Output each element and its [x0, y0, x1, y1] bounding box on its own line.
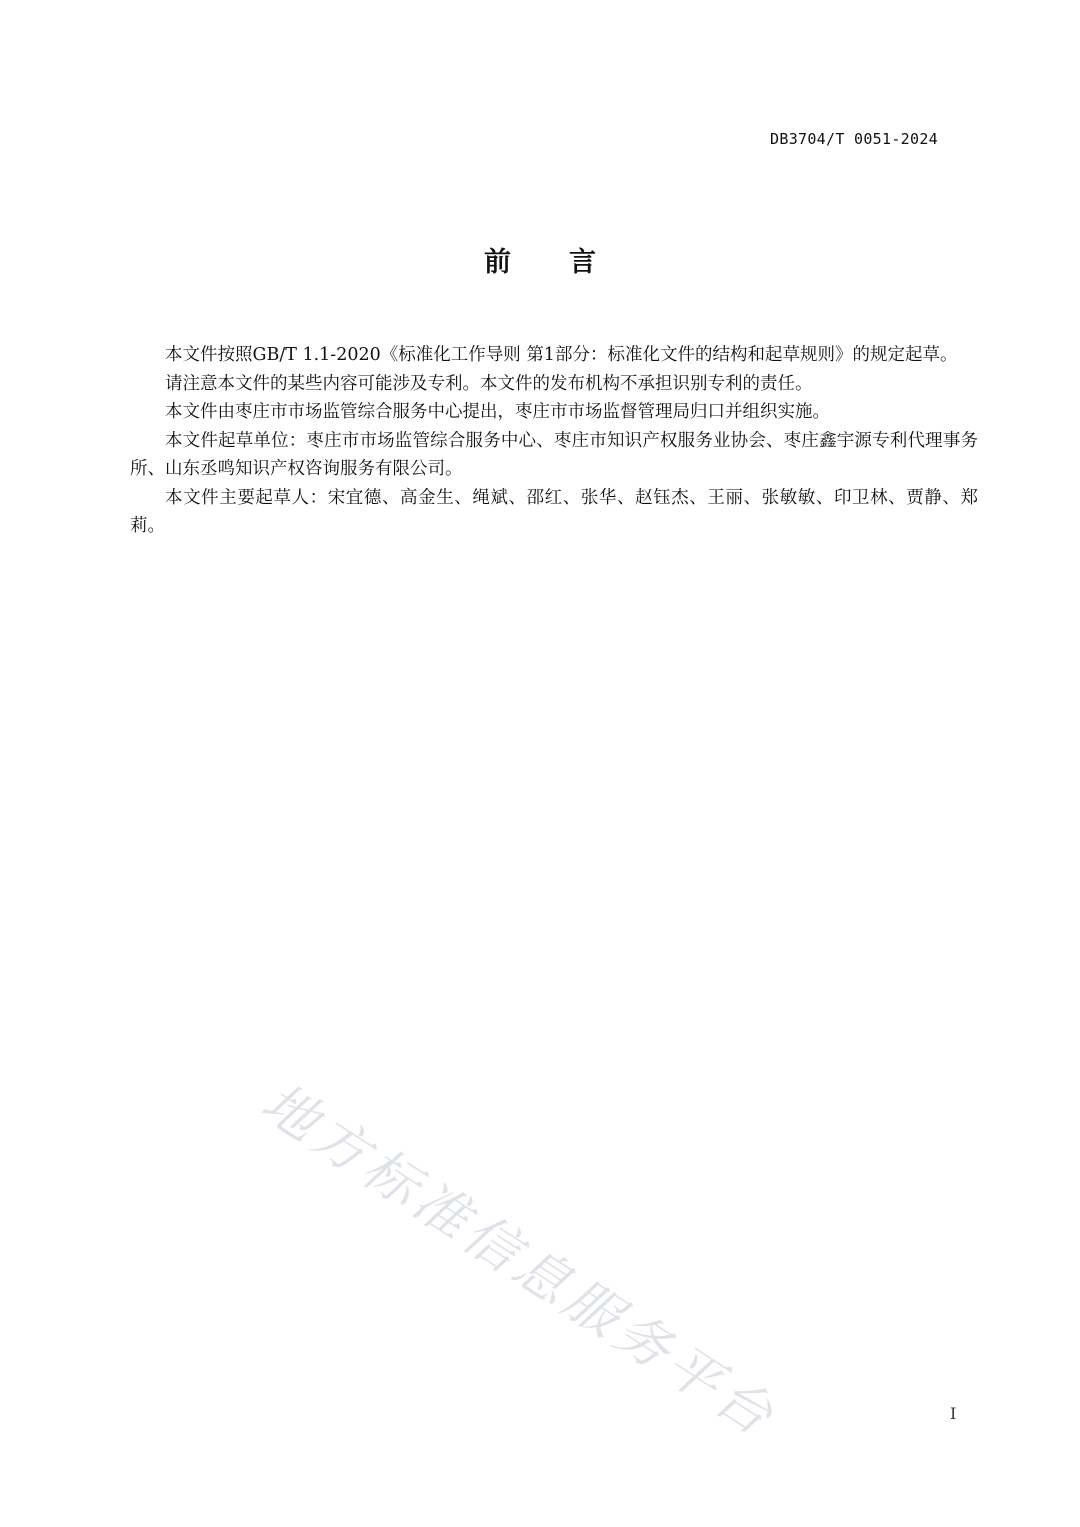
document-code: DB3704/T 0051-2024 [770, 130, 938, 148]
watermark: 地方标准信息服务平台 [250, 1070, 789, 1451]
paragraph-drafters: 本文件主要起草人：宋宜德、高金生、绳斌、邵红、张华、赵钰杰、王丽、张敏敏、印卫林、贾静、郑莉。 [130, 487, 978, 536]
document-body [130, 341, 978, 541]
paragraph-standard-basis: 本文件按照GB/T 1.1-2020《标准化工作导则 第1部分：标准化文件的结构和起草规则》的规定起草。 [165, 345, 958, 365]
paragraph-patent-notice: 请注意本文件的某些内容可能涉及专利。本文件的发布机构不承担识别专利的责任。 [165, 373, 813, 394]
page-title: 前言 [484, 247, 654, 278]
paragraph-proposer: 本文件由枣庄市市场监管综合服务中心提出，枣庄市市场监督管理局归口并组织实施。 [165, 402, 830, 422]
page-number: I [950, 1404, 957, 1423]
paragraph-drafting-units: 本文件起草单位：枣庄市市场监管综合服务中心、枣庄市知识产权服务业协会、枣庄鑫宇源专利代理事务所、山东丞鸣知识产权咨询服务有限公司。 [130, 430, 978, 479]
